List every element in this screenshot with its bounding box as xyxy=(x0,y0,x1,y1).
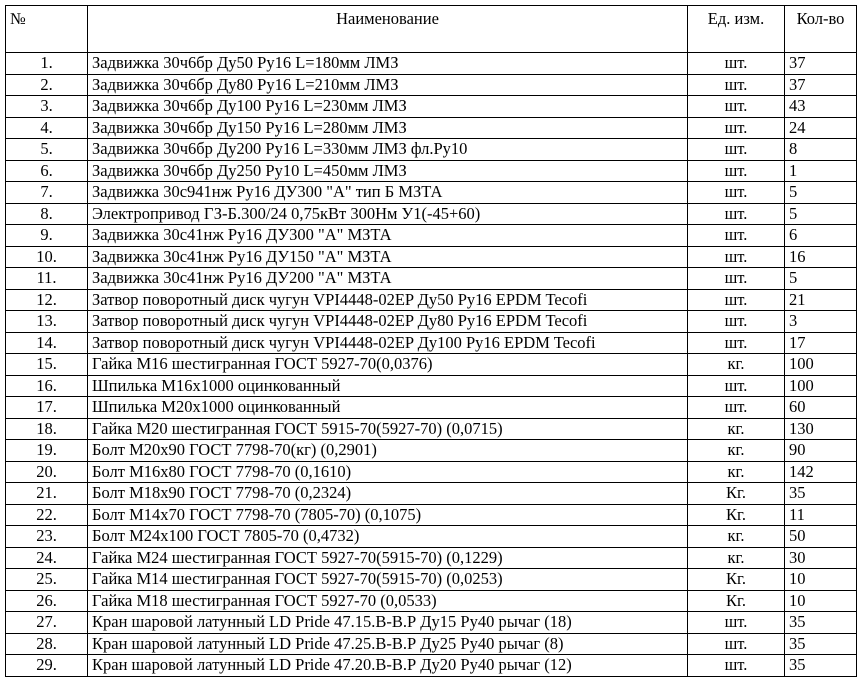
table-row xyxy=(6,397,857,419)
table-body xyxy=(6,53,857,677)
quantity-cell: 6 xyxy=(785,225,857,247)
unit-cell: кг. xyxy=(688,461,785,483)
item-name-cell: Затвор поворотный диск чугун VPI4448-02EP Ду100 Ру16 EPDM Tecofi xyxy=(88,332,688,354)
item-name-cell: Гайка М24 шестигранная ГОСТ 5927-70(5915-70) (0,1229) xyxy=(88,547,688,569)
item-name-cell: Задвижка 30с41нж Ру16 ДУ300 "А" МЗТА xyxy=(88,225,688,247)
item-name-cell: Задвижка 30ч6бр Ду150 Ру16 L=280мм ЛМЗ xyxy=(88,117,688,139)
quantity-cell: 17 xyxy=(785,332,857,354)
row-number-cell: 18. xyxy=(6,418,88,440)
header-unit: Ед. изм. xyxy=(688,6,785,53)
header-row xyxy=(6,6,857,53)
table-row xyxy=(6,461,857,483)
row-number-cell: 17. xyxy=(6,397,88,419)
unit-cell: шт. xyxy=(688,633,785,655)
row-number-cell: 8. xyxy=(6,203,88,225)
unit-cell: шт. xyxy=(688,74,785,96)
unit-cell: шт. xyxy=(688,246,785,268)
item-name-cell: Болт М18х90 ГОСТ 7798-70 (0,2324) xyxy=(88,483,688,505)
quantity-cell: 142 xyxy=(785,461,857,483)
quantity-cell: 100 xyxy=(785,375,857,397)
unit-cell: шт. xyxy=(688,160,785,182)
unit-cell: шт. xyxy=(688,53,785,75)
unit-cell: шт. xyxy=(688,182,785,204)
unit-cell: шт. xyxy=(688,268,785,290)
item-name-cell: Болт М24х100 ГОСТ 7805-70 (0,4732) xyxy=(88,526,688,548)
unit-cell: Кг. xyxy=(688,569,785,591)
quantity-cell: 8 xyxy=(785,139,857,161)
item-name-cell: Задвижка 30ч6бр Ду250 Ру10 L=450мм ЛМЗ xyxy=(88,160,688,182)
quantity-cell: 1 xyxy=(785,160,857,182)
table-row xyxy=(6,612,857,634)
unit-cell: шт. xyxy=(688,289,785,311)
unit-cell: кг. xyxy=(688,526,785,548)
item-name-cell: Задвижка 30с941нж Ру16 ДУ300 "А" тип Б МЗТА xyxy=(88,182,688,204)
item-name-cell: Задвижка 30с41нж Ру16 ДУ150 "А" МЗТА xyxy=(88,246,688,268)
table-row xyxy=(6,332,857,354)
quantity-cell: 30 xyxy=(785,547,857,569)
table-row xyxy=(6,289,857,311)
item-name-cell: Гайка М14 шестигранная ГОСТ 5927-70(5915-70) (0,0253) xyxy=(88,569,688,591)
quantity-cell: 43 xyxy=(785,96,857,118)
quantity-cell: 100 xyxy=(785,354,857,376)
quantity-cell: 35 xyxy=(785,655,857,677)
item-name-cell: Кран шаровой латунный LD Pride 47.20.В-В.Р Ду20 Ру40 рычаг (12) xyxy=(88,655,688,677)
row-number-cell: 28. xyxy=(6,633,88,655)
unit-cell: Кг. xyxy=(688,590,785,612)
table-row xyxy=(6,526,857,548)
quantity-cell: 5 xyxy=(785,203,857,225)
table-row xyxy=(6,483,857,505)
table-row xyxy=(6,182,857,204)
quantity-cell: 50 xyxy=(785,526,857,548)
item-name-cell: Шпилька М20х1000 оцинкованный xyxy=(88,397,688,419)
unit-cell: шт. xyxy=(688,655,785,677)
row-number-cell: 2. xyxy=(6,74,88,96)
unit-cell: шт. xyxy=(688,139,785,161)
unit-cell: шт. xyxy=(688,375,785,397)
unit-cell: Кг. xyxy=(688,504,785,526)
table-row xyxy=(6,590,857,612)
table-row xyxy=(6,504,857,526)
row-number-cell: 26. xyxy=(6,590,88,612)
item-name-cell: Задвижка 30с41нж Ру16 ДУ200 "А" МЗТА xyxy=(88,268,688,290)
row-number-cell: 15. xyxy=(6,354,88,376)
quantity-cell: 5 xyxy=(785,182,857,204)
table-row xyxy=(6,53,857,75)
item-name-cell: Задвижка 30ч6бр Ду50 Ру16 L=180мм ЛМЗ xyxy=(88,53,688,75)
row-number-cell: 6. xyxy=(6,160,88,182)
item-name-cell: Гайка М16 шестигранная ГОСТ 5927-70(0,0376) xyxy=(88,354,688,376)
item-name-cell: Болт М16х80 ГОСТ 7798-70 (0,1610) xyxy=(88,461,688,483)
table-row xyxy=(6,139,857,161)
unit-cell: Кг. xyxy=(688,483,785,505)
unit-cell: шт. xyxy=(688,117,785,139)
item-name-cell: Задвижка 30ч6бр Ду100 Ру16 L=230мм ЛМЗ xyxy=(88,96,688,118)
table-row xyxy=(6,225,857,247)
quantity-cell: 10 xyxy=(785,569,857,591)
item-name-cell: Задвижка 30ч6бр Ду80 Ру16 L=210мм ЛМЗ xyxy=(88,74,688,96)
item-name-cell: Болт М20х90 ГОСТ 7798-70(кг) (0,2901) xyxy=(88,440,688,462)
table-row xyxy=(6,375,857,397)
table-row xyxy=(6,268,857,290)
row-number-cell: 1. xyxy=(6,53,88,75)
header-name: Наименование xyxy=(88,6,688,53)
table-row xyxy=(6,311,857,333)
table-row xyxy=(6,569,857,591)
row-number-cell: 12. xyxy=(6,289,88,311)
header-number: № xyxy=(6,6,88,53)
row-number-cell: 7. xyxy=(6,182,88,204)
quantity-cell: 60 xyxy=(785,397,857,419)
table-row xyxy=(6,160,857,182)
quantity-cell: 35 xyxy=(785,612,857,634)
row-number-cell: 21. xyxy=(6,483,88,505)
quantity-cell: 90 xyxy=(785,440,857,462)
row-number-cell: 16. xyxy=(6,375,88,397)
quantity-cell: 10 xyxy=(785,590,857,612)
quantity-cell: 37 xyxy=(785,74,857,96)
item-name-cell: Гайка М20 шестигранная ГОСТ 5915-70(5927-70) (0,0715) xyxy=(88,418,688,440)
table-row xyxy=(6,633,857,655)
table-row xyxy=(6,96,857,118)
unit-cell: кг. xyxy=(688,354,785,376)
row-number-cell: 14. xyxy=(6,332,88,354)
row-number-cell: 24. xyxy=(6,547,88,569)
table-row xyxy=(6,117,857,139)
row-number-cell: 5. xyxy=(6,139,88,161)
item-name-cell: Кран шаровой латунный LD Pride 47.25.В-В.Р Ду25 Ру40 рычаг (8) xyxy=(88,633,688,655)
quantity-cell: 35 xyxy=(785,483,857,505)
unit-cell: шт. xyxy=(688,203,785,225)
table-row xyxy=(6,246,857,268)
row-number-cell: 25. xyxy=(6,569,88,591)
quantity-cell: 24 xyxy=(785,117,857,139)
unit-cell: шт. xyxy=(688,96,785,118)
item-name-cell: Гайка М18 шестигранная ГОСТ 5927-70 (0,0533) xyxy=(88,590,688,612)
row-number-cell: 23. xyxy=(6,526,88,548)
item-name-cell: Болт М14х70 ГОСТ 7798-70 (7805-70) (0,1075) xyxy=(88,504,688,526)
unit-cell: шт. xyxy=(688,311,785,333)
item-name-cell: Электропривод ГЗ-Б.300/24 0,75кВт 300Нм У1(-45+60) xyxy=(88,203,688,225)
quantity-cell: 37 xyxy=(785,53,857,75)
unit-cell: шт. xyxy=(688,225,785,247)
table-row xyxy=(6,418,857,440)
quantity-cell: 16 xyxy=(785,246,857,268)
item-name-cell: Шпилька М16х1000 оцинкованный xyxy=(88,375,688,397)
unit-cell: кг. xyxy=(688,440,785,462)
header-quantity: Кол-во xyxy=(785,6,857,53)
table-row xyxy=(6,547,857,569)
table-row xyxy=(6,203,857,225)
row-number-cell: 20. xyxy=(6,461,88,483)
item-name-cell: Кран шаровой латунный LD Pride 47.15.В-В.Р Ду15 Ру40 рычаг (18) xyxy=(88,612,688,634)
unit-cell: шт. xyxy=(688,612,785,634)
row-number-cell: 22. xyxy=(6,504,88,526)
row-number-cell: 29. xyxy=(6,655,88,677)
quantity-cell: 21 xyxy=(785,289,857,311)
row-number-cell: 9. xyxy=(6,225,88,247)
row-number-cell: 3. xyxy=(6,96,88,118)
table-row xyxy=(6,655,857,677)
quantity-cell: 11 xyxy=(785,504,857,526)
unit-cell: шт. xyxy=(688,332,785,354)
quantity-cell: 3 xyxy=(785,311,857,333)
item-name-cell: Затвор поворотный диск чугун VPI4448-02EP Ду80 Ру16 EPDM Tecofi xyxy=(88,311,688,333)
row-number-cell: 27. xyxy=(6,612,88,634)
unit-cell: кг. xyxy=(688,547,785,569)
item-name-cell: Задвижка 30ч6бр Ду200 Ру16 L=330мм ЛМЗ фл.Ру10 xyxy=(88,139,688,161)
row-number-cell: 10. xyxy=(6,246,88,268)
row-number-cell: 4. xyxy=(6,117,88,139)
quantity-cell: 130 xyxy=(785,418,857,440)
table-row xyxy=(6,440,857,462)
row-number-cell: 13. xyxy=(6,311,88,333)
unit-cell: кг. xyxy=(688,418,785,440)
row-number-cell: 19. xyxy=(6,440,88,462)
table-row xyxy=(6,354,857,376)
item-name-cell: Затвор поворотный диск чугун VPI4448-02EP Ду50 Ру16 EPDM Tecofi xyxy=(88,289,688,311)
unit-cell: шт. xyxy=(688,397,785,419)
quantity-cell: 5 xyxy=(785,268,857,290)
quantity-cell: 35 xyxy=(785,633,857,655)
row-number-cell: 11. xyxy=(6,268,88,290)
specification-table xyxy=(5,5,857,677)
table-row xyxy=(6,74,857,96)
table-header xyxy=(6,6,857,53)
